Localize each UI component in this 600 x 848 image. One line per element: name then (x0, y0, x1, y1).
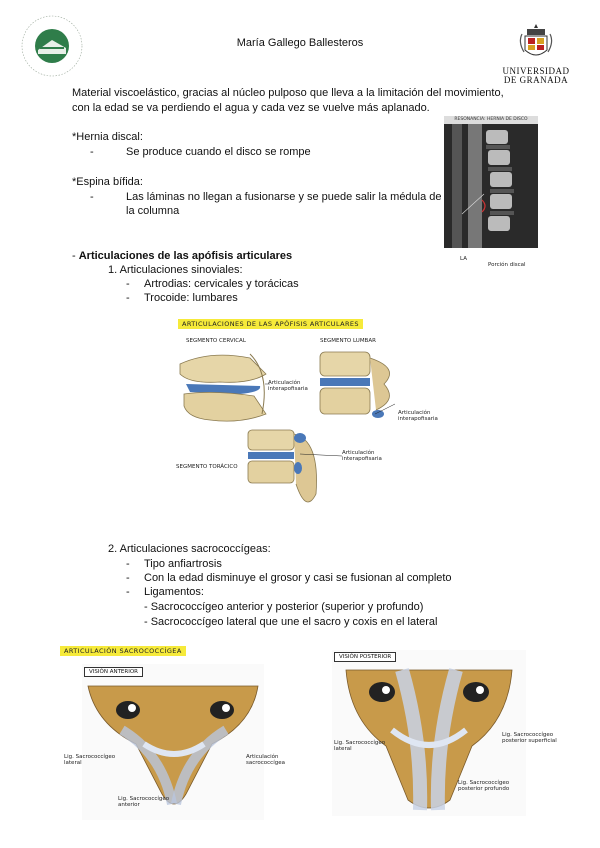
fig2-title: ARTICULACIÓN SACROCOCCÍGEA (60, 646, 186, 656)
fig1-seg-lumbar: SEGMENTO LUMBAR (320, 338, 376, 344)
mri-label-right: Porción discal (488, 262, 526, 268)
fig1-seg-cervical: SEGMENTO CERVICAL (186, 338, 246, 344)
mri-image (444, 116, 538, 248)
author-name: María Gallego Ballesteros (236, 37, 364, 49)
intro-paragraph (72, 86, 522, 116)
fig2-p-lig-profundo: Lig. Sacrococcígeo posterior profundo (458, 780, 510, 792)
sacro-title: 2. Articulaciones sacrococcígeas: (108, 543, 271, 555)
university-crest-icon (498, 20, 574, 64)
thoracic-vertebrae (248, 430, 317, 502)
sacrum-anterior-panel (82, 664, 264, 820)
espina-title: *Espina bífida: (72, 176, 143, 188)
fig1-title: ARTICULACIONES DE LAS APÓFISIS ARTICULARES (178, 319, 363, 329)
lumbar-vertebrae (320, 352, 390, 418)
espina-item-line1: - Las láminas no llegan a fusionarse y se puede salir la médula de (90, 191, 442, 203)
mri-caption: RESONANCIA: HERNIA DE DISCO (444, 116, 538, 124)
fig1-label-lumbar: Articulación interapofisaria (398, 410, 438, 422)
hernia-item: - Se produce cuando el disco se rompe (90, 146, 311, 158)
apofisis-heading: - Articulaciones de las apófisis articulares (72, 250, 293, 262)
sacro-item-3: - Ligamentos: (126, 586, 204, 598)
apofisis-item-2: - Trocoide: lumbares (126, 292, 238, 304)
mri-label-left: LA (460, 256, 467, 262)
sacro-item-2: - Con la edad disminuye el grosor y casi se fusionan al completo (126, 572, 452, 584)
sacro-item-1: - Tipo anfiartrosis (126, 558, 222, 570)
university-name-line2: DE GRANADA (503, 75, 569, 85)
vision-anterior-label: VISIÓN ANTERIOR (84, 667, 143, 677)
apofisis-item-1: - Artrodias: cervicales y torácicas (126, 278, 299, 290)
fig2-a-articulacion: Articulación sacrococcígea (246, 754, 285, 766)
vertebrae-illustration (170, 344, 420, 524)
intro-line-1: Material viscoelástico, gracias al núcleo pulposo que lleva a la limitación del movimiento, (72, 87, 504, 99)
sacrum-anterior-illustration (82, 664, 264, 820)
cervical-vertebrae (180, 354, 266, 421)
fig2-a-lig-lateral: Lig. Sacrococcígeo lateral (64, 754, 116, 766)
university-logo (498, 20, 574, 88)
espina-item-line2: la columna (126, 205, 180, 217)
sacro-subitem-1: - Sacrococcígeo anterior y posterior (superior y profundo) (144, 601, 424, 613)
fig1-seg-toracico: SEGMENTO TORÁCICO (176, 464, 238, 470)
fig2-p-lig-superficial: Lig. Sacrococcígeo posterior superficial (502, 732, 557, 744)
apofisis-sub1: 1. Articulaciones sinoviales: (108, 264, 243, 276)
fig2-a-lig-anterior: Lig. Sacrococcígeo anterior (118, 796, 170, 808)
hernia-title: *Hernia discal: (72, 131, 143, 143)
fig1-label-toracico: Articulación interapofisaria (342, 450, 382, 462)
fig2-p-lig-lateral: Lig. Sacrococcígeo lateral (334, 740, 386, 752)
vision-posterior-label: VISIÓN POSTERIOR (334, 652, 396, 662)
fig1-label-cervical: Articulación interapofisaria (268, 380, 308, 392)
intro-line-2: con la edad se va perdiendo el agua y cada vez se vuelve más aplanado. (72, 102, 430, 114)
sacro-subitem-2: - Sacrococcígeo lateral que une el sacro y coxis en el lateral (144, 616, 438, 628)
mri-scan-graphic (444, 124, 538, 248)
university-name-line1: UNIVERSIDAD (502, 66, 570, 76)
